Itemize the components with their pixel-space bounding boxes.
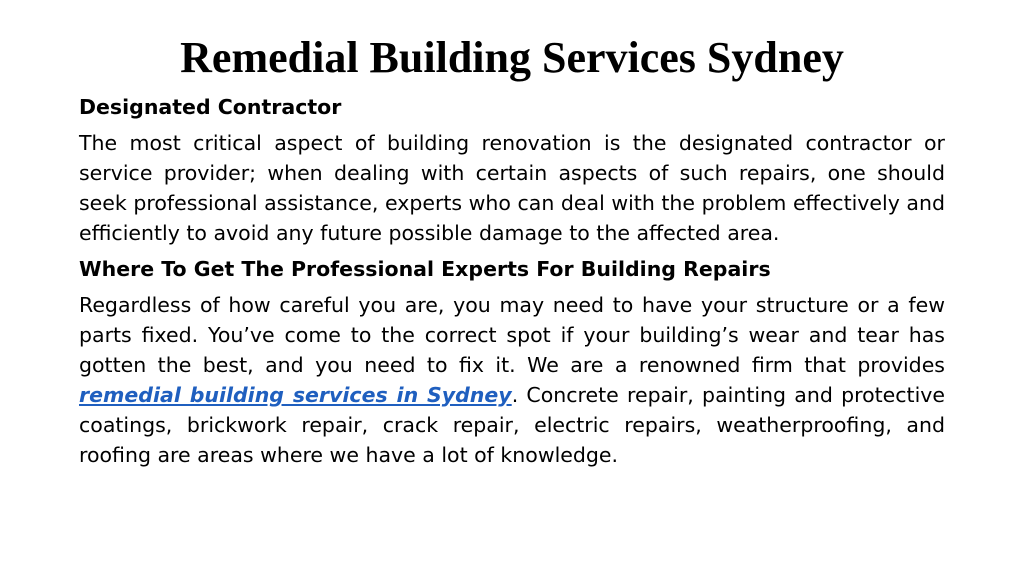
paragraph-text-after-link: . Concrete repair, painting and protective coatings, brickwork repair, crack repair, electric repairs, weatherproofing, and roofing are areas where we have a lot of knowledge.	[79, 383, 946, 467]
paragraph-text-before-link: Regardless of how careful you are, you may need to have your structure or a few parts fixed. You’ve come to the correct spot if your building’s wear and tear has gotten the best, and you need to fix it. We are a renowned firm that provides	[79, 293, 945, 377]
page-title: Remedial Building Services Sydney	[180, 33, 844, 82]
section-paragraph-designated-contractor: The most critical aspect of building renovation is the designated contractor or service provider; when dealing with certain aspects of such repairs, one should seek professional assistance, experts who can deal with the problem effectively and efficiently to avoid any future possible damage to the affected area.	[79, 131, 945, 245]
slide-content	[79, 92, 945, 476]
section-paragraph-professional-experts	[79, 290, 945, 470]
section-heading-professional-experts: Where To Get The Professional Experts For Building Repairs	[79, 257, 771, 281]
section-heading-designated-contractor: Designated Contractor	[79, 95, 342, 119]
remedial-services-link[interactable]: remedial building services in Sydney	[79, 383, 512, 407]
